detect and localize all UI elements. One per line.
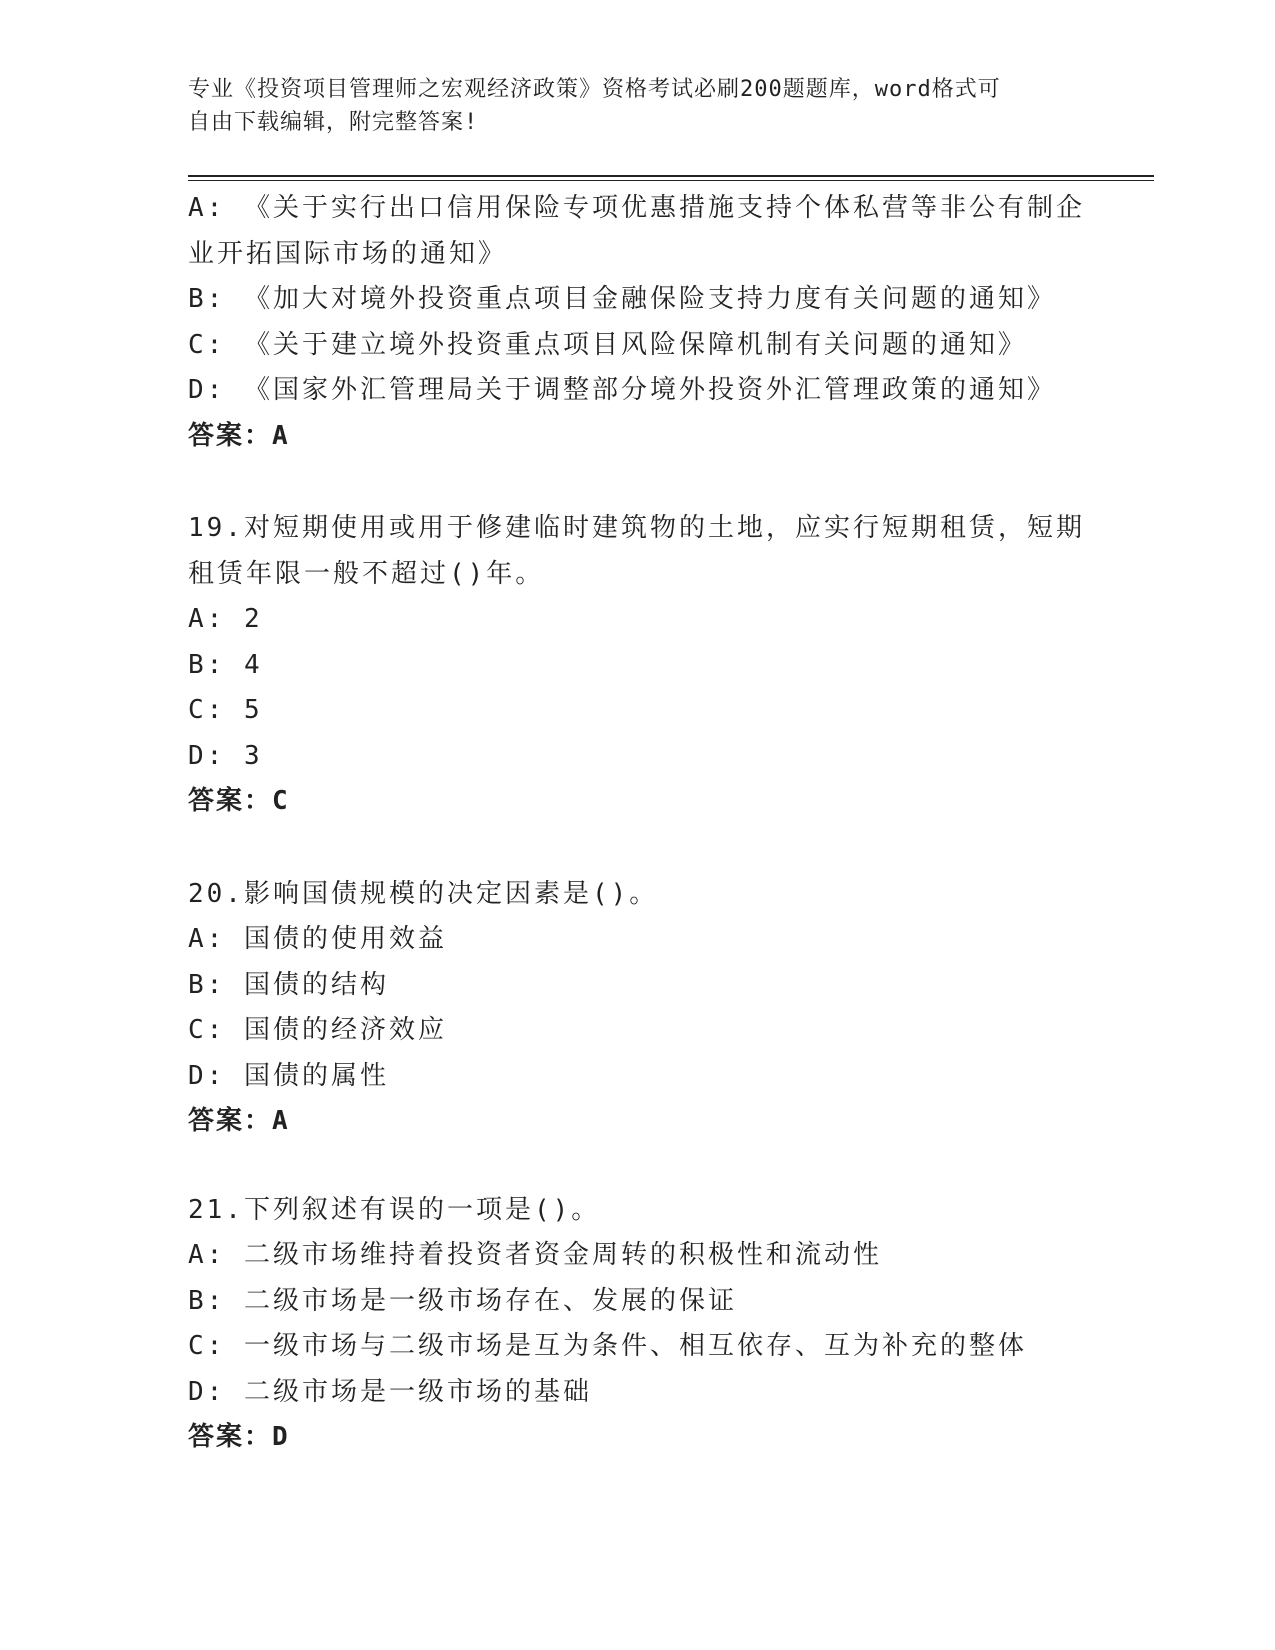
option-c: C: 5 [188,695,263,725]
option-c: C: 国债的经济效应 [188,1015,447,1045]
option-b: B: 4 [188,649,263,680]
question-stem-line-2: 租赁年限一般不超过()年。 [188,558,545,589]
header-line-1: 专业《投资项目管理师之宏观经济政策》资格考试必刷200题题库，word格式可 [188,77,1001,102]
option-a: A: 国债的使用效益 [188,924,447,954]
question-19 [188,506,1088,825]
answer: 答案：D [188,1422,290,1452]
option-c: C: 一级市场与二级市场是互为条件、相互依存、互为补充的整体 [188,1331,1027,1361]
question-stem: 21.下列叙述有误的一项是()。 [188,1194,601,1225]
document-header [188,73,1068,139]
option-d: D: 国债的属性 [188,1060,389,1091]
question-stem-line-1: 19.对短期使用或用于修建临时建筑物的土地，应实行短期租赁，短期 [188,513,1085,543]
option-c: C: 《关于建立境外投资重点项目风险保障机制有关问题的通知》 [188,329,1027,360]
option-d: D: 3 [188,740,263,771]
option-b: B: 二级市场是一级市场存在、发展的保证 [188,1285,737,1316]
option-b: B: 国债的结构 [188,969,389,1000]
question-18 [188,186,1088,459]
header-divider-thin [188,180,1154,181]
header-line-2: 自由下载编辑，附完整答案! [188,110,479,135]
spacer [188,459,1088,506]
option-d: D: 《国家外汇管理局关于调整部分境外投资外汇管理政策的通知》 [188,375,1056,405]
answer: 答案：A [188,420,290,451]
spacer [188,825,1088,872]
question-20 [188,872,1088,1145]
question-list [188,186,1088,1461]
option-a: A: 二级市场维持着投资者资金周转的积极性和流动性 [188,1240,882,1270]
answer: 答案：A [188,1106,290,1136]
option-a: A: 2 [188,604,263,634]
option-a-line-2: 业开拓国际市场的通知》 [188,238,508,269]
spacer [188,1145,1088,1188]
answer: 答案：C [188,786,290,816]
question-21 [188,1188,1088,1461]
option-b: B: 《加大对境外投资重点项目金融保险支持力度有关问题的通知》 [188,284,1056,314]
option-d: D: 二级市场是一级市场的基础 [188,1376,592,1407]
question-stem: 20.影响国债规模的决定因素是()。 [188,878,659,909]
option-a-line-1: A: 《关于实行出口信用保险专项优惠措施支持个体私营等非公有制企 [188,193,1085,223]
header-divider-thick [188,175,1154,177]
